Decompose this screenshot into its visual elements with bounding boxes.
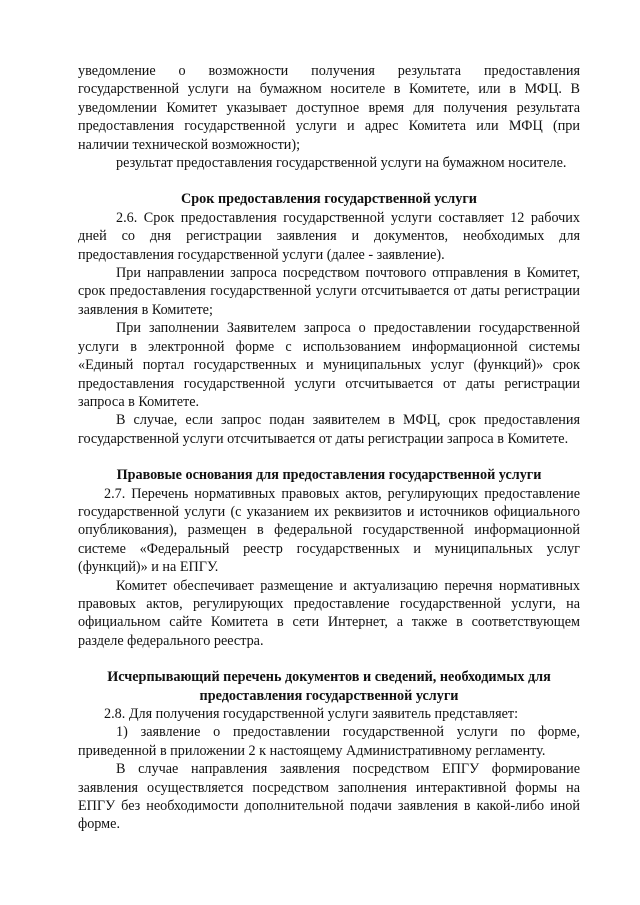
term-paragraph-mail: При направлении запроса посредством почтового отправления в Комитет, срок предоставления государственной услуги отсчитывается от даты регистрации заявления в Комитете; — [78, 265, 580, 318]
intro-paragraph-notification: уведомление о возможности получения результата предоставления государственной услуги на бумажном носителе в Комитете, или в МФЦ. В уведомлении Комитет указывает доступное время для получения результата предоставления государственной услуги и адрес Комитета или МФЦ (при наличии технической возможности); — [78, 63, 580, 153]
legal-paragraph-2-7: 2.7. Перечень нормативных правовых актов, регулирующих предоставление государственной услуги (с указанием их реквизитов и источников официального опубликования), размещен в федеральной государственной информационной системе «Федеральный реестр государственных и муниципальных услуг (функций)» и на ЕПГУ. — [78, 485, 580, 576]
section-heading-docs-line2: предоставления государственной услуги — [199, 687, 459, 704]
term-paragraph-mfc: В случае, если запрос подан заявителем в МФЦ, срок предоставления государственной услуги отсчитывается от даты регистрации запроса в Комитете. — [78, 412, 580, 447]
document-page — [78, 62, 580, 834]
section-heading-term: Срок предоставления государственной услуги — [181, 191, 477, 208]
section-heading-legal: Правовые основания для предоставления государственной услуги — [116, 467, 542, 484]
term-paragraph-electronic: При заполнении Заявителем запроса о предоставлении государственной услуги в электронной форме с использованием информационной системы «Единый портал государственных и муниципальных услуг (функций)» срок предоставления государственной услуги отсчитывается от даты регистрации запроса в Комитете. — [78, 320, 580, 410]
section-heading-docs-line1: Исчерпывающий перечень документов и сведений, необходимых для — [107, 669, 551, 686]
term-paragraph-2-6: 2.6. Срок предоставления государственной услуги составляет 12 рабочих дней со дня регистрации заявления и документов, необходимых для предоставления государственной услуги (далее - заявление). — [78, 209, 580, 263]
intro-paragraph-result: результат предоставления государственной услуги на бумажном носителе. — [116, 155, 567, 172]
legal-paragraph-committee: Комитет обеспечивает размещение и актуализацию перечня нормативных правовых актов, регулирующих предоставление государственной услуги, на официальном сайте Комитета в сети Интернет, а также в соответствующем разделе федерального реестра. — [78, 577, 580, 649]
section-heading-docs — [78, 668, 580, 705]
docs-paragraph-epgu: В случае направления заявления посредством ЕПГУ формирование заявления осуществляется посредством заполнения интерактивной формы на ЕПГУ без необходимости дополнительной подачи заявления в какой-либо иной форме. — [78, 761, 580, 833]
docs-paragraph-application: 1) заявление о предоставлении государственной услуги по форме, приведенной в приложении 2 к настоящему Административному регламенту. — [78, 724, 580, 759]
docs-paragraph-2-8: 2.8. Для получения государственной услуги заявитель представляет: — [104, 706, 519, 722]
